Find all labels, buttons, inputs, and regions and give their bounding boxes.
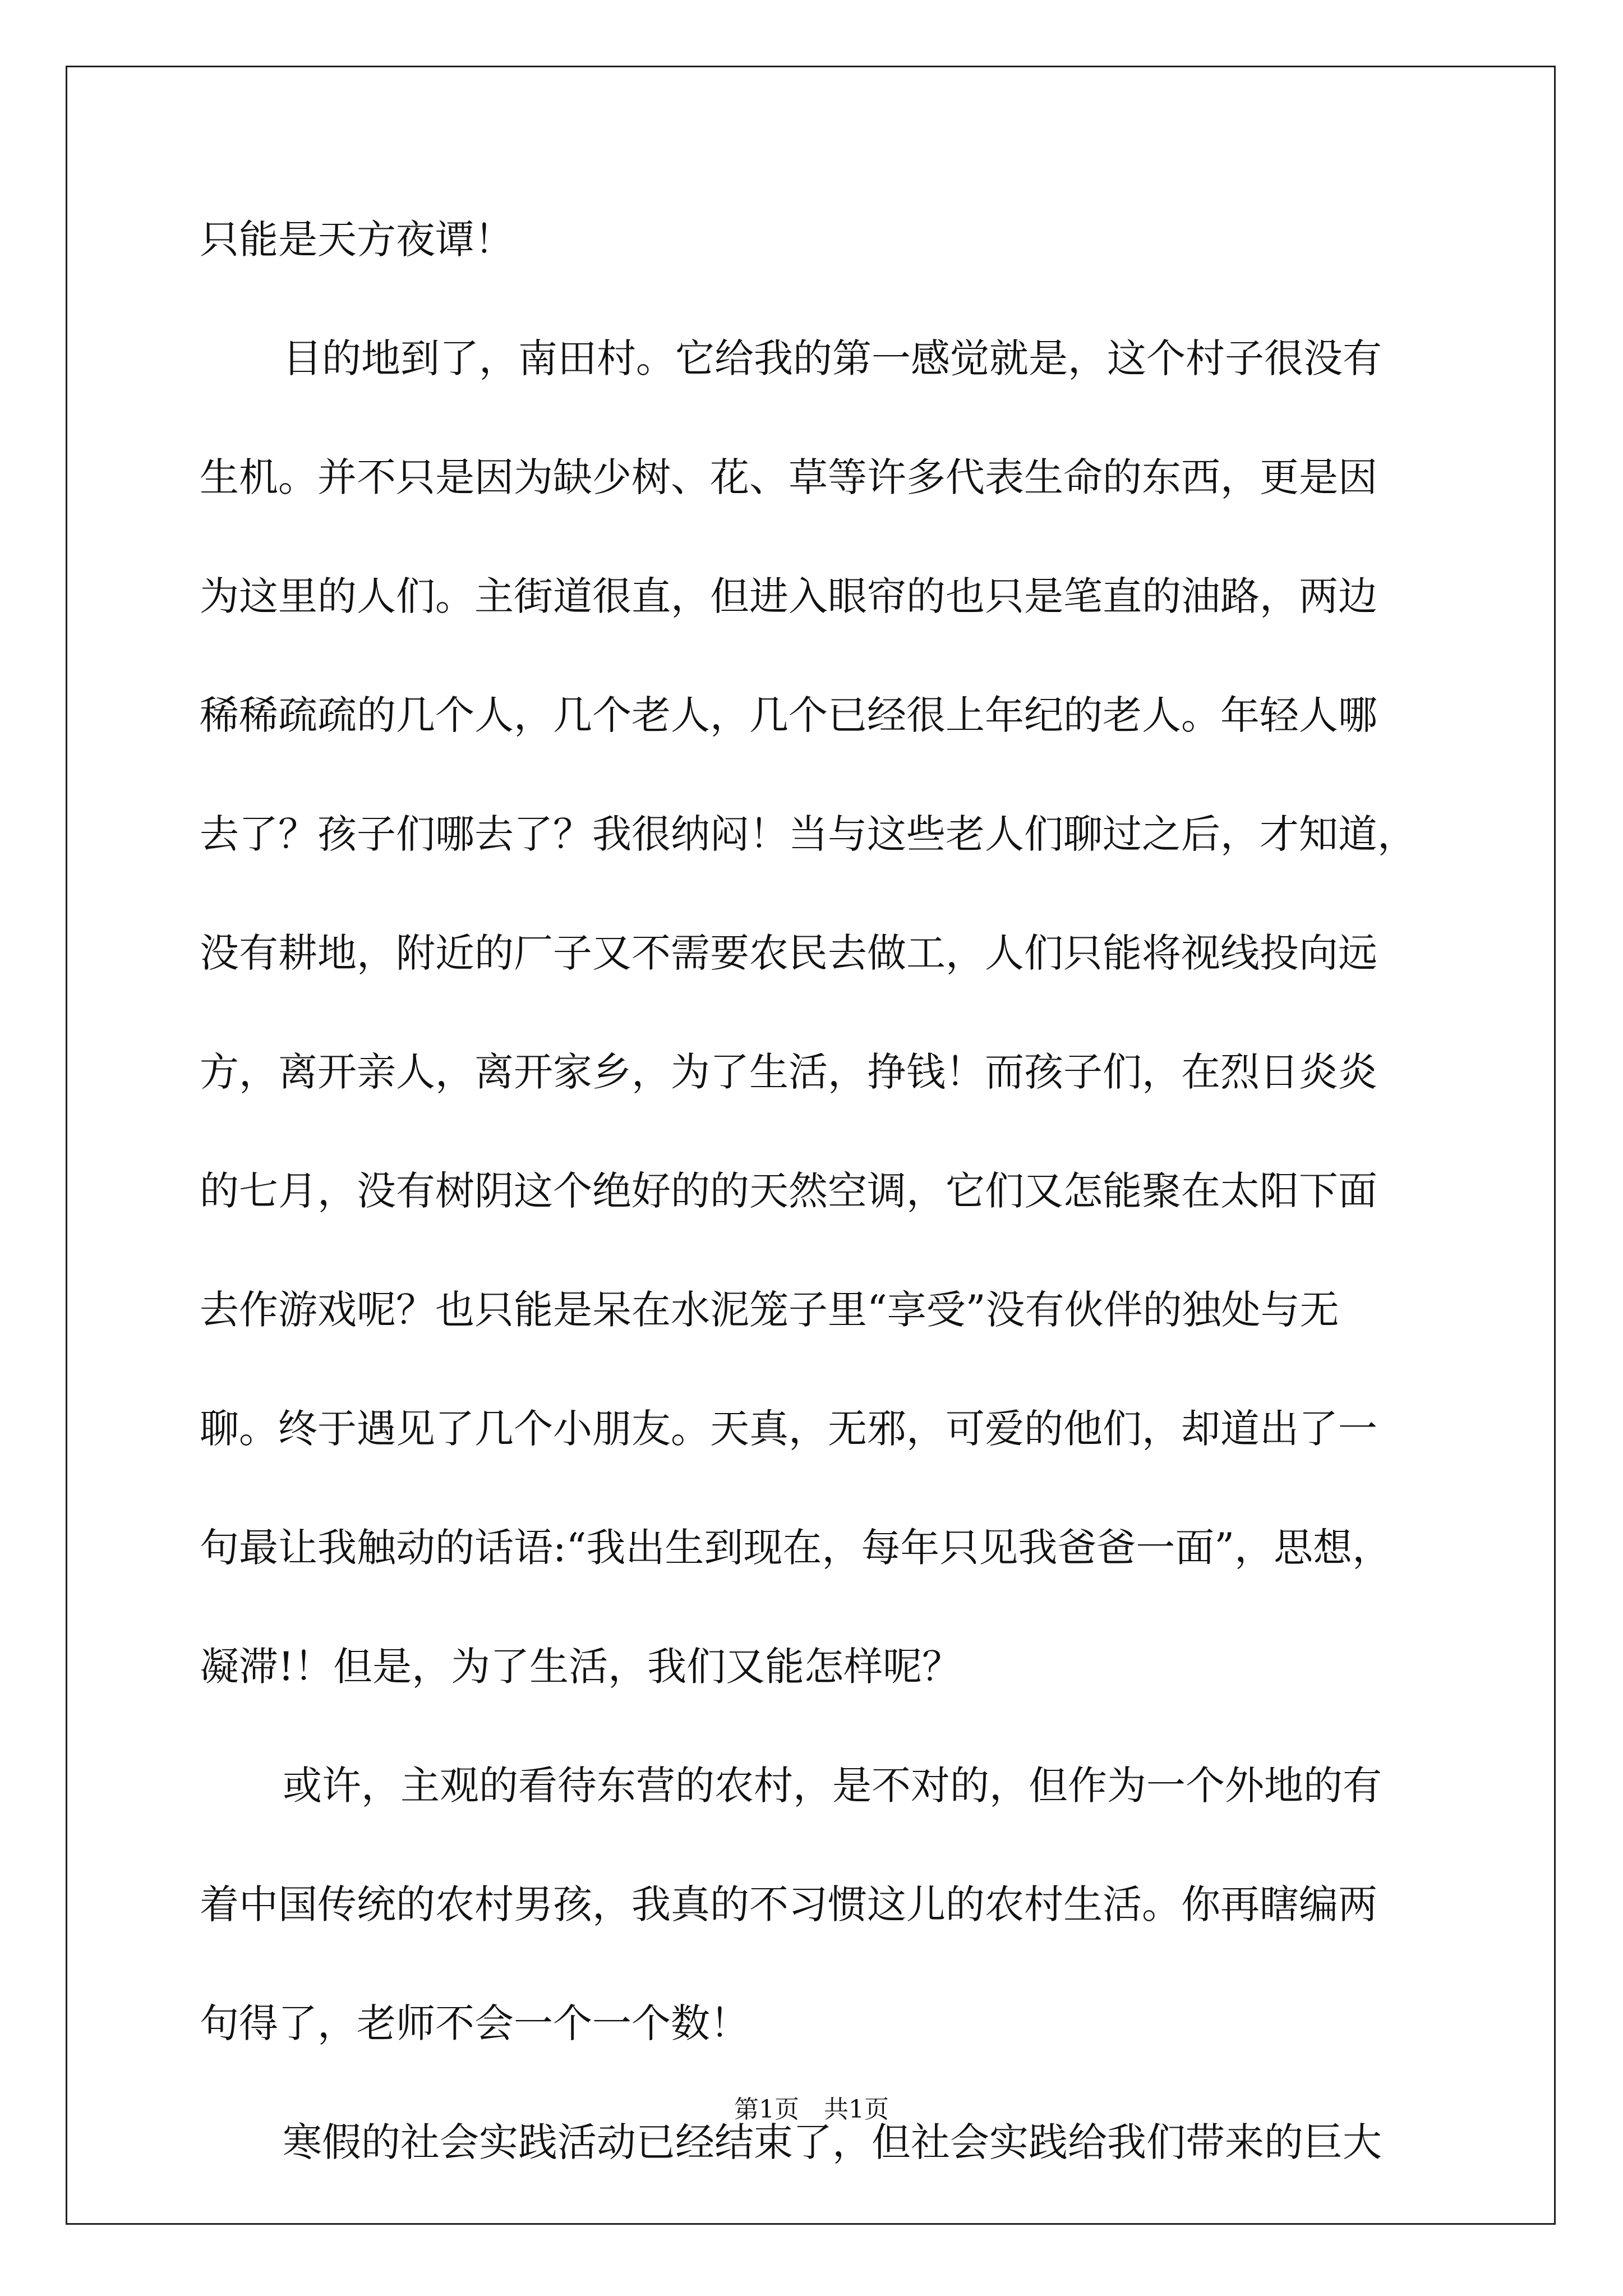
text-line: 稀稀疏疏的几个人，几个老人，几个已经很上年纪的老人。年轻人哪 <box>200 692 1377 738</box>
text-line: 或许，主观的看待东营的农村，是不对的，但作为一个外地的有 <box>283 1763 1382 1809</box>
text-line: 方，离开亲人，离开家乡，为了生活，挣钱！而孩子们，在烈日炎炎 <box>200 1049 1377 1095</box>
text-line: 凝滞!！但是，为了生活，我们又能怎样呢？ <box>200 1644 962 1690</box>
document-body <box>200 209 1422 2230</box>
page-footer <box>0 2089 1623 2125</box>
page-total: 共1页 <box>824 2095 889 2124</box>
text-line: 的七月，没有树阴这个绝好的的天然空调，它们又怎能聚在太阳下面 <box>200 1168 1377 1214</box>
page-number: 第1页 <box>734 2095 799 2124</box>
text-line: 句最让我触动的话语:“我出生到现在，每年只见我爸爸一面”，思想， <box>200 1525 1392 1571</box>
text-line: 句得了，老师不会一个一个数！ <box>200 2000 749 2046</box>
text-line: 去作游戏呢？也只能是呆在水泥笼子里“享受”没有伙伴的独处与无 <box>200 1287 1339 1333</box>
text-line: 没有耕地，附近的厂子又不需要农民去做工，人们只能将视线投向远 <box>200 930 1377 976</box>
text-line: 寒假的社会实践活动已经结束了，但社会实践给我们带来的巨大 <box>283 2119 1382 2165</box>
text-line: 目的地到了，南田村。它给我的第一感觉就是，这个村子很没有 <box>283 335 1382 381</box>
text-line: 去了？孩子们哪去了？我很纳闷！当与这些老人们聊过之后，才知道， <box>200 811 1417 857</box>
text-line: 聊。终于遇见了几个小朋友。天真，无邪，可爱的他们，却道出了一 <box>200 1406 1377 1452</box>
text-line: 为这里的人们。主街道很直，但进入眼帘的也只是笔直的油路，两边 <box>200 573 1377 619</box>
text-line: 着中国传统的农村男孩，我真的不习惯这儿的农村生活。你再瞎编两 <box>200 1881 1377 1927</box>
text-line: 生机。并不只是因为缺少树、花、草等许多代表生命的东西，更是因 <box>200 454 1377 500</box>
text-line: 只能是天方夜谭！ <box>200 217 514 263</box>
